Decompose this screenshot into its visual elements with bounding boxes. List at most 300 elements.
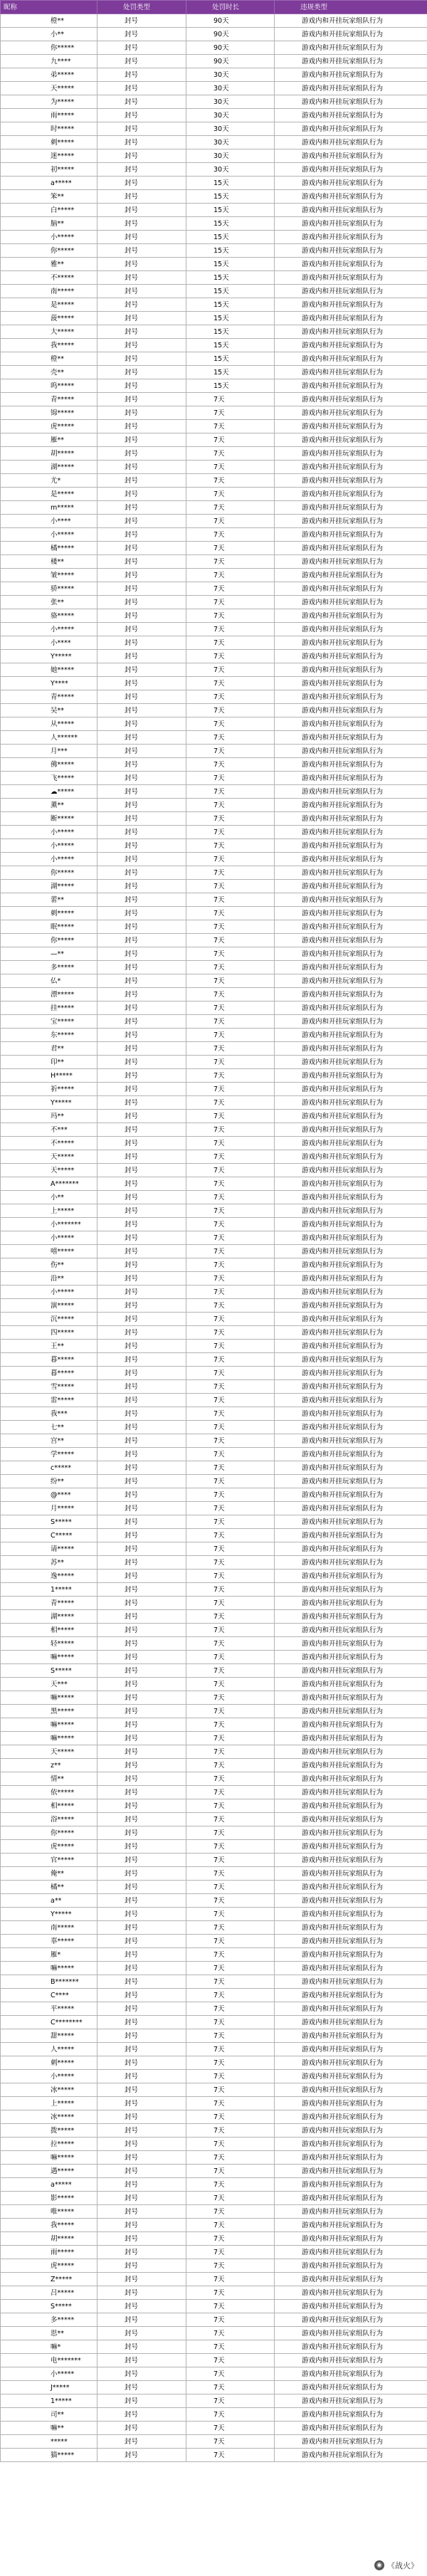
cell-penalty-type: 封号: [97, 745, 186, 758]
cell-violation-type: 游戏内和开挂玩家组队行为: [275, 663, 427, 677]
table-row: [1, 2232, 427, 2246]
cell-nickname: 影*****: [1, 2192, 97, 2205]
cell-penalty-duration: 7天: [186, 1556, 275, 1570]
cell-penalty-type: 封号: [97, 2110, 186, 2124]
cell-violation-type: 游戏内和开挂玩家组队行为: [275, 1475, 427, 1488]
table-row: [1, 2151, 427, 2165]
cell-penalty-type: 封号: [97, 1164, 186, 1177]
cell-nickname: 宫**: [1, 1434, 97, 1448]
table-row: [1, 1935, 427, 1948]
table-row: [1, 1840, 427, 1854]
cell-nickname: 浴*****: [1, 1813, 97, 1826]
cell-penalty-duration: 7天: [186, 515, 275, 528]
cell-penalty-type: 封号: [97, 542, 186, 555]
cell-penalty-duration: 7天: [186, 2083, 275, 2097]
cell-penalty-type: 封号: [97, 1218, 186, 1231]
table-row: [1, 2449, 427, 2462]
table-row: [1, 1637, 427, 1651]
cell-penalty-duration: 7天: [186, 1448, 275, 1461]
cell-penalty-type: 封号: [97, 1813, 186, 1826]
cell-penalty-type: 封号: [97, 1894, 186, 1908]
cell-penalty-type: 封号: [97, 393, 186, 406]
table-row: [1, 1570, 427, 1583]
table-row: [1, 68, 427, 82]
cell-penalty-type: 封号: [97, 1042, 186, 1056]
table-row: [1, 2381, 427, 2394]
table-row: [1, 461, 427, 474]
cell-penalty-duration: 7天: [186, 1394, 275, 1407]
table-row: [1, 433, 427, 447]
cell-penalty-type: 封号: [97, 1732, 186, 1745]
cell-nickname: 张**: [1, 596, 97, 609]
cell-nickname: z**: [1, 1759, 97, 1772]
cell-nickname: 不***: [1, 1123, 97, 1137]
cell-penalty-duration: 7天: [186, 420, 275, 433]
cell-penalty-type: 封号: [97, 2097, 186, 2110]
cell-violation-type: 游戏内和开挂玩家组队行为: [275, 231, 427, 244]
table-row: [1, 2056, 427, 2070]
cell-penalty-type: 封号: [97, 2083, 186, 2097]
table-row: [1, 501, 427, 515]
table-row: [1, 1759, 427, 1772]
cell-penalty-duration: 7天: [186, 1015, 275, 1029]
cell-nickname: 湖*****: [1, 461, 97, 474]
cell-violation-type: 游戏内和开挂玩家组队行为: [275, 1340, 427, 1353]
cell-nickname: 骄*****: [1, 582, 97, 596]
cell-violation-type: 游戏内和开挂玩家组队行为: [275, 55, 427, 68]
cell-penalty-type: 封号: [97, 1448, 186, 1461]
table-row: [1, 1908, 427, 1921]
cell-penalty-duration: 7天: [186, 2422, 275, 2435]
cell-penalty-type: 封号: [97, 907, 186, 920]
table-row: [1, 2043, 427, 2056]
cell-nickname: 刺*****: [1, 907, 97, 920]
cell-nickname: 轻*****: [1, 1637, 97, 1651]
cell-violation-type: 游戏内和开挂玩家组队行为: [275, 1556, 427, 1570]
cell-penalty-duration: 15天: [186, 204, 275, 217]
cell-penalty-duration: 7天: [186, 1826, 275, 1840]
cell-nickname: 请*****: [1, 1542, 97, 1556]
cell-violation-type: 游戏内和开挂玩家组队行为: [275, 542, 427, 555]
cell-penalty-duration: 7天: [186, 1989, 275, 2002]
cell-penalty-duration: 7天: [186, 1745, 275, 1759]
table-row: [1, 2367, 427, 2381]
cell-penalty-type: 封号: [97, 2151, 186, 2165]
cell-penalty-type: 封号: [97, 839, 186, 853]
cell-violation-type: 游戏内和开挂玩家组队行为: [275, 690, 427, 704]
cell-penalty-duration: 30天: [186, 149, 275, 163]
cell-nickname: 不*****: [1, 1137, 97, 1150]
cell-penalty-duration: 30天: [186, 95, 275, 109]
cell-violation-type: 游戏内和开挂玩家组队行为: [275, 1380, 427, 1394]
table-row: [1, 1772, 427, 1786]
cell-penalty-duration: 7天: [186, 920, 275, 934]
cell-nickname: 她*****: [1, 663, 97, 677]
cell-penalty-type: 封号: [97, 1597, 186, 1610]
cell-violation-type: 游戏内和开挂玩家组队行为: [275, 41, 427, 55]
cell-violation-type: 游戏内和开挂玩家组队行为: [275, 2354, 427, 2367]
cell-penalty-duration: 7天: [186, 812, 275, 826]
cell-violation-type: 游戏内和开挂玩家组队行为: [275, 1772, 427, 1786]
cell-penalty-type: 封号: [97, 1745, 186, 1759]
cell-nickname: 佛*****: [1, 758, 97, 772]
table-row: [1, 799, 427, 812]
cell-penalty-duration: 7天: [186, 1380, 275, 1394]
cell-nickname: 青*****: [1, 1597, 97, 1610]
table-row: [1, 1813, 427, 1826]
cell-penalty-duration: 7天: [186, 1299, 275, 1313]
cell-violation-type: 游戏内和开挂玩家组队行为: [275, 1123, 427, 1137]
table-row: [1, 1164, 427, 1177]
cell-penalty-duration: 7天: [186, 650, 275, 663]
cell-violation-type: 游戏内和开挂玩家组队行为: [275, 1204, 427, 1218]
cell-violation-type: 游戏内和开挂玩家组队行为: [275, 406, 427, 420]
cell-penalty-duration: 15天: [186, 231, 275, 244]
cell-penalty-duration: 7天: [186, 1096, 275, 1110]
cell-penalty-duration: 7天: [186, 596, 275, 609]
cell-nickname: 挂*****: [1, 1002, 97, 1015]
cell-penalty-duration: 7天: [186, 2151, 275, 2165]
cell-violation-type: 游戏内和开挂玩家组队行为: [275, 1718, 427, 1732]
cell-violation-type: 游戏内和开挂玩家组队行为: [275, 907, 427, 920]
cell-nickname: 南*****: [1, 285, 97, 298]
cell-penalty-type: 封号: [97, 339, 186, 352]
cell-violation-type: 游戏内和开挂玩家组队行为: [275, 2029, 427, 2043]
cell-violation-type: 游戏内和开挂玩家组队行为: [275, 2313, 427, 2327]
cell-violation-type: 游戏内和开挂玩家组队行为: [275, 1245, 427, 1258]
cell-nickname: 逸*****: [1, 1570, 97, 1583]
cell-penalty-type: 封号: [97, 2219, 186, 2232]
cell-penalty-duration: 7天: [186, 1286, 275, 1299]
table-row: [1, 1353, 427, 1367]
cell-penalty-duration: 7天: [186, 677, 275, 690]
cell-penalty-duration: 7天: [186, 2300, 275, 2313]
cell-violation-type: 游戏内和开挂玩家组队行为: [275, 1962, 427, 1975]
cell-violation-type: 游戏内和开挂玩家组队行为: [275, 799, 427, 812]
cell-penalty-duration: 7天: [186, 1367, 275, 1380]
cell-penalty-duration: 7天: [186, 1570, 275, 1583]
cell-penalty-type: 封号: [97, 1069, 186, 1083]
cell-violation-type: 游戏内和开挂玩家组队行为: [275, 1799, 427, 1813]
cell-violation-type: 游戏内和开挂玩家组队行为: [275, 2232, 427, 2246]
cell-violation-type: 游戏内和开挂玩家组队行为: [275, 2002, 427, 2016]
table-row: [1, 366, 427, 379]
cell-violation-type: 游戏内和开挂玩家组队行为: [275, 1002, 427, 1015]
cell-violation-type: 游戏内和开挂玩家组队行为: [275, 1989, 427, 2002]
cell-nickname: 天***: [1, 1678, 97, 1691]
table-row: [1, 1367, 427, 1380]
cell-penalty-duration: 7天: [186, 1191, 275, 1204]
cell-violation-type: 游戏内和开挂玩家组队行为: [275, 271, 427, 285]
table-row: [1, 2422, 427, 2435]
cell-violation-type: 游戏内和开挂玩家组队行为: [275, 731, 427, 745]
cell-penalty-duration: 7天: [186, 2340, 275, 2354]
cell-penalty-type: 封号: [97, 1110, 186, 1123]
cell-penalty-type: 封号: [97, 2029, 186, 2043]
cell-penalty-type: 封号: [97, 1002, 186, 1015]
cell-penalty-duration: 7天: [186, 1164, 275, 1177]
cell-penalty-type: 封号: [97, 636, 186, 650]
table-row: [1, 1826, 427, 1840]
cell-violation-type: 游戏内和开挂玩家组队行为: [275, 298, 427, 312]
table-row: [1, 745, 427, 758]
cell-violation-type: 游戏内和开挂玩家组队行为: [275, 2205, 427, 2219]
cell-nickname: 冰*****: [1, 2110, 97, 2124]
cell-penalty-duration: 90天: [186, 14, 275, 28]
cell-penalty-type: 封号: [97, 1326, 186, 1340]
cell-violation-type: 游戏内和开挂玩家组队行为: [275, 2056, 427, 2070]
cell-nickname: 甜*****: [1, 2029, 97, 2043]
cell-violation-type: 游戏内和开挂玩家组队行为: [275, 745, 427, 758]
cell-penalty-duration: 7天: [186, 2273, 275, 2286]
cell-penalty-duration: 15天: [186, 285, 275, 298]
cell-penalty-duration: 7天: [186, 1948, 275, 1962]
cell-penalty-type: 封号: [97, 1556, 186, 1570]
cell-violation-type: 游戏内和开挂玩家组队行为: [275, 68, 427, 82]
cell-violation-type: 游戏内和开挂玩家组队行为: [275, 1407, 427, 1421]
cell-penalty-type: 封号: [97, 1204, 186, 1218]
cell-nickname: 暮*****: [1, 1353, 97, 1367]
cell-nickname: 是*****: [1, 298, 97, 312]
cell-penalty-duration: 7天: [186, 1029, 275, 1042]
cell-penalty-type: 封号: [97, 55, 186, 68]
cell-violation-type: 游戏内和开挂玩家组队行为: [275, 1732, 427, 1745]
cell-violation-type: 游戏内和开挂玩家组队行为: [275, 1745, 427, 1759]
cell-violation-type: 游戏内和开挂玩家组队行为: [275, 2192, 427, 2205]
cell-nickname: 唯*****: [1, 2205, 97, 2219]
cell-nickname: 四*****: [1, 1326, 97, 1340]
cell-violation-type: 游戏内和开挂玩家组队行为: [275, 2449, 427, 2462]
cell-penalty-type: 封号: [97, 271, 186, 285]
cell-penalty-type: 封号: [97, 528, 186, 542]
cell-nickname: ☁*****: [1, 785, 97, 799]
cell-violation-type: 游戏内和开挂玩家组队行为: [275, 1083, 427, 1096]
cell-penalty-type: 封号: [97, 866, 186, 880]
cell-nickname: —**: [1, 947, 97, 961]
cell-violation-type: 游戏内和开挂玩家组队行为: [275, 285, 427, 298]
table-row: [1, 1610, 427, 1624]
table-row: [1, 1083, 427, 1096]
table-row: [1, 298, 427, 312]
cell-penalty-type: 封号: [97, 663, 186, 677]
cell-penalty-type: 封号: [97, 1529, 186, 1542]
table-row: [1, 1705, 427, 1718]
cell-penalty-duration: 7天: [186, 1529, 275, 1542]
cell-penalty-type: 封号: [97, 1380, 186, 1394]
cell-violation-type: 游戏内和开挂玩家组队行为: [275, 366, 427, 379]
cell-nickname: 初*****: [1, 163, 97, 177]
table-row: [1, 1799, 427, 1813]
cell-nickname: 拨*****: [1, 2124, 97, 2138]
cell-penalty-type: 封号: [97, 2273, 186, 2286]
cell-penalty-duration: 7天: [186, 717, 275, 731]
cell-nickname: 印**: [1, 1056, 97, 1069]
cell-nickname: Y*****: [1, 650, 97, 663]
cell-penalty-type: 封号: [97, 1624, 186, 1637]
cell-penalty-duration: 7天: [186, 2205, 275, 2219]
cell-penalty-type: 封号: [97, 1123, 186, 1137]
cell-penalty-duration: 7天: [186, 1069, 275, 1083]
cell-nickname: 青*****: [1, 690, 97, 704]
table-row: [1, 582, 427, 596]
cell-nickname: 骆*****: [1, 609, 97, 623]
cell-violation-type: 游戏内和开挂玩家组队行为: [275, 1353, 427, 1367]
cell-penalty-type: 封号: [97, 433, 186, 447]
cell-penalty-duration: 7天: [186, 542, 275, 555]
cell-penalty-type: 封号: [97, 352, 186, 366]
cell-violation-type: 游戏内和开挂玩家组队行为: [275, 1069, 427, 1083]
table-row: [1, 555, 427, 569]
cell-nickname: 小*****: [1, 853, 97, 866]
cell-penalty-type: 封号: [97, 2286, 186, 2300]
cell-nickname: 上*****: [1, 2097, 97, 2110]
cell-violation-type: 游戏内和开挂玩家组队行为: [275, 28, 427, 41]
header-row: [1, 1, 427, 14]
cell-violation-type: 游戏内和开挂玩家组队行为: [275, 515, 427, 528]
cell-penalty-duration: 7天: [186, 1245, 275, 1258]
cell-penalty-duration: 7天: [186, 880, 275, 893]
cell-nickname: 迷*****: [1, 149, 97, 163]
cell-violation-type: 游戏内和开挂玩家组队行为: [275, 2219, 427, 2232]
table-row: [1, 528, 427, 542]
table-row: [1, 190, 427, 204]
cell-penalty-type: 封号: [97, 1083, 186, 1096]
cell-penalty-duration: 7天: [186, 1678, 275, 1691]
cell-nickname: 七**: [1, 1421, 97, 1434]
cell-penalty-duration: 7天: [186, 785, 275, 799]
cell-penalty-type: 封号: [97, 1515, 186, 1529]
table-row: [1, 569, 427, 582]
cell-nickname: 伤**: [1, 1258, 97, 1272]
cell-violation-type: 游戏内和开挂玩家组队行为: [275, 1597, 427, 1610]
cell-penalty-duration: 7天: [186, 2165, 275, 2178]
cell-penalty-type: 封号: [97, 2246, 186, 2259]
cell-penalty-type: 封号: [97, 1015, 186, 1029]
cell-violation-type: 游戏内和开挂玩家组队行为: [275, 596, 427, 609]
table-row: [1, 1651, 427, 1664]
cell-nickname: 天*****: [1, 1745, 97, 1759]
table-row: [1, 2354, 427, 2367]
cell-violation-type: 游戏内和开挂玩家组队行为: [275, 95, 427, 109]
cell-violation-type: 游戏内和开挂玩家组队行为: [275, 1854, 427, 1867]
cell-penalty-type: 封号: [97, 1799, 186, 1813]
cell-violation-type: 游戏内和开挂玩家组队行为: [275, 1461, 427, 1475]
table-row: [1, 109, 427, 122]
table-row: [1, 893, 427, 907]
cell-penalty-duration: 7天: [186, 2246, 275, 2259]
cell-penalty-duration: 7天: [186, 1610, 275, 1624]
table-row: [1, 28, 427, 41]
cell-nickname: c*****: [1, 1461, 97, 1475]
cell-violation-type: 游戏内和开挂玩家组队行为: [275, 826, 427, 839]
table-row: [1, 758, 427, 772]
cell-nickname: 相*****: [1, 1799, 97, 1813]
cell-penalty-duration: 7天: [186, 1150, 275, 1164]
cell-penalty-duration: 7天: [186, 555, 275, 569]
cell-violation-type: 游戏内和开挂玩家组队行为: [275, 244, 427, 258]
cell-penalty-type: 封号: [97, 163, 186, 177]
cell-penalty-duration: 7天: [186, 1137, 275, 1150]
table-row: [1, 271, 427, 285]
cell-nickname: 依*****: [1, 1786, 97, 1799]
cell-penalty-type: 封号: [97, 772, 186, 785]
table-row: [1, 95, 427, 109]
cell-violation-type: 游戏内和开挂玩家组队行为: [275, 1975, 427, 1989]
cell-violation-type: 游戏内和开挂玩家组队行为: [275, 1029, 427, 1042]
cell-violation-type: 游戏内和开挂玩家组队行为: [275, 420, 427, 433]
cell-violation-type: 游戏内和开挂玩家组队行为: [275, 177, 427, 190]
cell-nickname: 刺*****: [1, 2056, 97, 2070]
cell-violation-type: 游戏内和开挂玩家组队行为: [275, 1110, 427, 1123]
cell-penalty-duration: 7天: [186, 582, 275, 596]
cell-violation-type: 游戏内和开挂玩家组队行为: [275, 2097, 427, 2110]
cell-violation-type: 游戏内和开挂玩家组队行为: [275, 772, 427, 785]
cell-nickname: 天*****: [1, 82, 97, 95]
table-row: [1, 1042, 427, 1056]
table-row: [1, 1421, 427, 1434]
cell-violation-type: 游戏内和开挂玩家组队行为: [275, 1042, 427, 1056]
cell-violation-type: 游戏内和开挂玩家组队行为: [275, 1326, 427, 1340]
cell-penalty-duration: 7天: [186, 1921, 275, 1935]
cell-nickname: 月***: [1, 745, 97, 758]
cell-penalty-duration: 7天: [186, 1515, 275, 1529]
cell-penalty-type: 封号: [97, 799, 186, 812]
cell-violation-type: 游戏内和开挂玩家组队行为: [275, 1015, 427, 1029]
table-row: [1, 1542, 427, 1556]
table-row: [1, 515, 427, 528]
cell-violation-type: 游戏内和开挂玩家组队行为: [275, 1542, 427, 1556]
cell-violation-type: 游戏内和开挂玩家组队行为: [275, 1367, 427, 1380]
cell-nickname: B*******: [1, 1975, 97, 1989]
cell-penalty-duration: 7天: [186, 2056, 275, 2070]
cell-nickname: 我*****: [1, 339, 97, 352]
cell-nickname: 我*****: [1, 2219, 97, 2232]
table-row: [1, 244, 427, 258]
cell-penalty-duration: 15天: [186, 244, 275, 258]
table-row: [1, 1002, 427, 1015]
cell-nickname: 情**: [1, 1772, 97, 1786]
cell-violation-type: 游戏内和开挂玩家组队行为: [275, 258, 427, 271]
cell-penalty-type: 封号: [97, 420, 186, 433]
cell-violation-type: 游戏内和开挂玩家组队行为: [275, 109, 427, 122]
cell-penalty-type: 封号: [97, 2056, 186, 2070]
cell-penalty-duration: 7天: [186, 1881, 275, 1894]
cell-penalty-duration: 15天: [186, 366, 275, 379]
cell-penalty-duration: 7天: [186, 799, 275, 812]
cell-violation-type: 游戏内和开挂玩家组队行为: [275, 1299, 427, 1313]
cell-nickname: C********: [1, 2016, 97, 2029]
cell-nickname: 楼**: [1, 555, 97, 569]
cell-violation-type: 游戏内和开挂玩家组队行为: [275, 393, 427, 406]
cell-penalty-duration: 7天: [186, 1407, 275, 1421]
cell-penalty-type: 封号: [97, 1664, 186, 1678]
cell-nickname: 嘛*****: [1, 1732, 97, 1745]
cell-penalty-type: 封号: [97, 826, 186, 839]
cell-violation-type: 游戏内和开挂玩家组队行为: [275, 217, 427, 231]
cell-violation-type: 游戏内和开挂玩家组队行为: [275, 866, 427, 880]
cell-penalty-duration: 7天: [186, 1691, 275, 1705]
cell-nickname: 演*****: [1, 1299, 97, 1313]
table-row: [1, 974, 427, 988]
table-row: [1, 920, 427, 934]
cell-nickname: 官*****: [1, 1854, 97, 1867]
cell-penalty-duration: 7天: [186, 1421, 275, 1434]
table-row: [1, 961, 427, 974]
cell-penalty-type: 封号: [97, 623, 186, 636]
cell-penalty-duration: 7天: [186, 1204, 275, 1218]
cell-penalty-type: 封号: [97, 2422, 186, 2435]
cell-violation-type: 游戏内和开挂玩家组队行为: [275, 82, 427, 95]
